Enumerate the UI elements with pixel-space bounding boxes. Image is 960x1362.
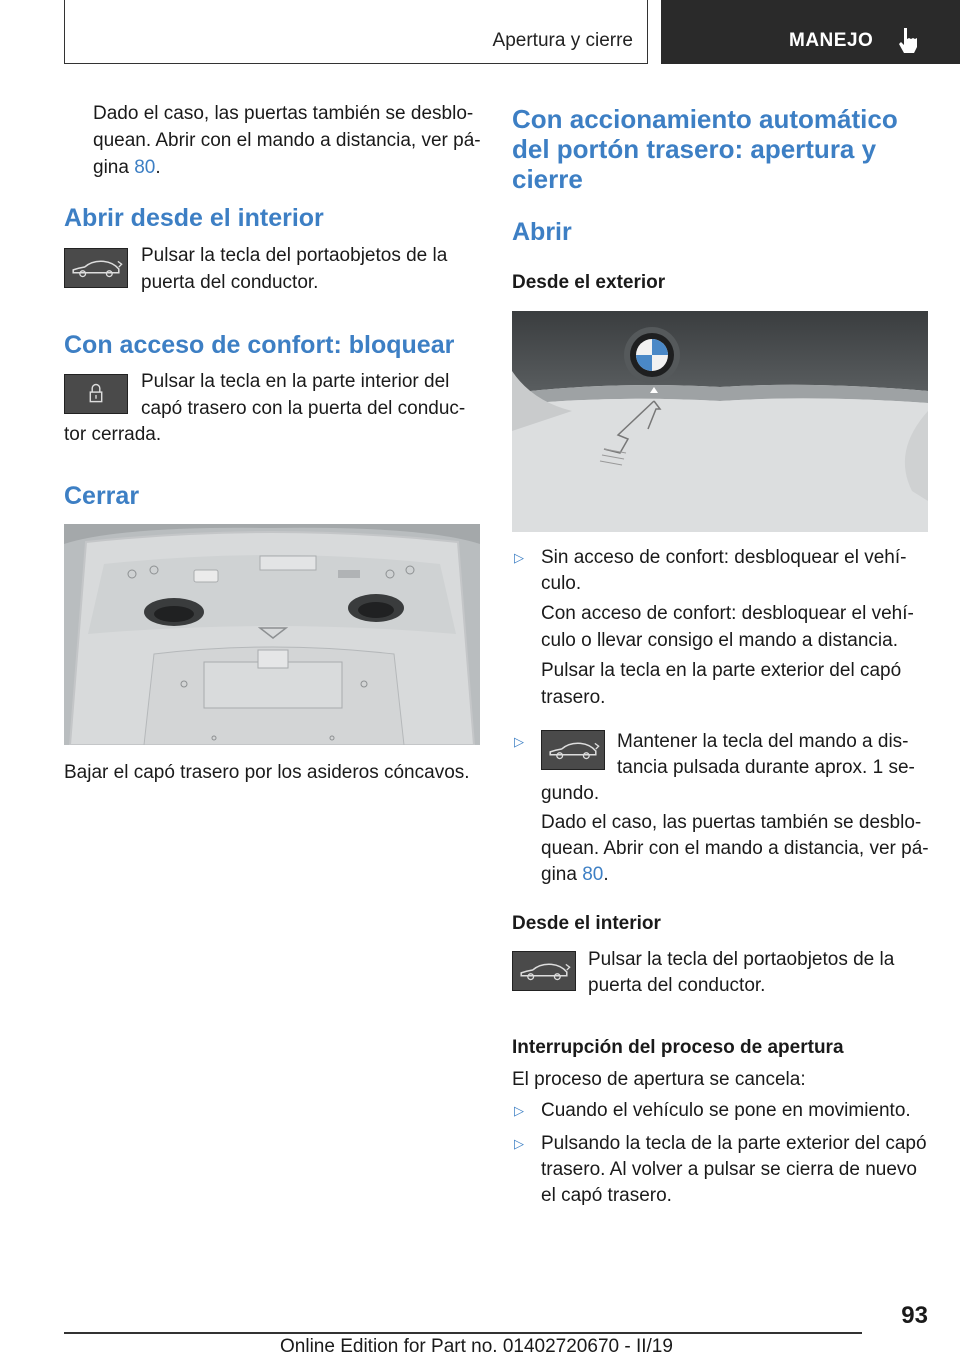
bullet-icon: ▷	[514, 734, 524, 749]
header-section-box	[64, 0, 648, 64]
bullet2-p2-line-2: quean. Abrir con el mando a distancia, ver pá-	[541, 838, 929, 859]
bullet2-p2-line-1: Dado el caso, las puertas también se desblo-	[541, 812, 922, 833]
heading-main-line-2: del portón trasero: apertura y	[512, 134, 877, 164]
heading-main-line-3: cierre	[512, 164, 583, 194]
abrir-interior-line-2: puerta del conductor.	[141, 272, 319, 293]
bullet4-line-3: el capó trasero.	[541, 1185, 672, 1206]
header-section-title: Apertura y cierre	[492, 30, 633, 51]
confort-line-1: Pulsar la tecla en la parte interior del	[141, 371, 450, 392]
car-trunk-key-icon	[512, 951, 576, 991]
bullet1-line-1: Sin acceso de confort: desbloquear el vehí-	[541, 547, 907, 568]
bullet1-p3-line-2: trasero.	[541, 687, 606, 708]
bullet-icon: ▷	[514, 550, 524, 565]
car-trunk-key-icon	[541, 730, 605, 770]
bullet4-line-1: Pulsando la tecla de la parte exterior del capó	[541, 1133, 927, 1154]
confort-line-2: capó trasero con la puerta del conduc-	[141, 398, 466, 419]
cerrar-caption: Bajar el capó trasero por los asideros cóncavos.	[64, 762, 470, 783]
page-link-80[interactable]: 80	[134, 157, 156, 178]
car-trunk-key-icon	[64, 248, 128, 288]
desde-interior-line-1: Pulsar la tecla del portaobjetos de la	[588, 949, 895, 970]
lock-key-icon	[64, 374, 128, 414]
header-chapter-tab[interactable]	[661, 0, 960, 64]
pointing-hand-icon	[897, 26, 921, 54]
trunk-interior-image	[64, 524, 480, 745]
heading-desde-exterior: Desde el exterior	[512, 272, 666, 293]
heading-main-line-1: Con accionamiento automático	[512, 104, 898, 134]
interrupcion-intro: El proceso de apertura se cancela:	[512, 1069, 806, 1090]
bullet2-p2-line-3: gina 80.	[541, 864, 609, 885]
heading-cerrar: Cerrar	[64, 482, 140, 510]
heading-interrupcion: Interrupción del proceso de apertura	[512, 1037, 844, 1058]
bullet1-line-2: culo.	[541, 573, 582, 594]
bullet2-line-1: Mantener la tecla del mando a dis-	[617, 731, 909, 752]
page-number: 93	[901, 1302, 928, 1329]
confort-line-3: tor cerrada.	[64, 424, 162, 445]
bullet4-line-2: trasero. Al volver a pulsar se cierra de nuevo	[541, 1159, 917, 1180]
abrir-interior-line-1: Pulsar la tecla del portaobjetos de la	[141, 245, 448, 266]
intro-line-3: gina 80.	[93, 157, 161, 178]
bullet-icon: ▷	[514, 1136, 524, 1151]
heading-abrir-interior: Abrir desde el interior	[64, 204, 324, 232]
footer-edition: Online Edition for Part no. 01402720670 - II/19	[280, 1336, 673, 1357]
intro-line-1: Dado el caso, las puertas también se desblo-	[93, 103, 474, 124]
trunk-exterior-image	[512, 311, 928, 532]
page-link-80[interactable]: 80	[582, 864, 604, 885]
bullet2-line-2: tancia pulsada durante aprox. 1 se-	[617, 757, 915, 778]
bullet3-text: Cuando el vehículo se pone en movimiento.	[541, 1100, 911, 1121]
header-chapter-title: MANEJO	[789, 30, 874, 51]
footer-divider	[64, 1332, 862, 1334]
bullet-icon: ▷	[514, 1103, 524, 1118]
bullet1-p2-line-2: culo o llevar consigo el mando a distancia.	[541, 630, 898, 651]
heading-confort-bloquear: Con acceso de confort: bloquear	[64, 331, 455, 359]
bullet1-p2-line-1: Con acceso de confort: desbloquear el vehí-	[541, 603, 914, 624]
bullet1-p3-line-1: Pulsar la tecla en la parte exterior del capó	[541, 660, 902, 681]
desde-interior-line-2: puerta del conductor.	[588, 975, 766, 996]
intro-line-2: quean. Abrir con el mando a distancia, ver pá-	[93, 130, 481, 151]
bullet2-line-3: gundo.	[541, 783, 600, 804]
heading-desde-interior: Desde el interior	[512, 913, 661, 934]
heading-abrir: Abrir	[512, 218, 572, 246]
